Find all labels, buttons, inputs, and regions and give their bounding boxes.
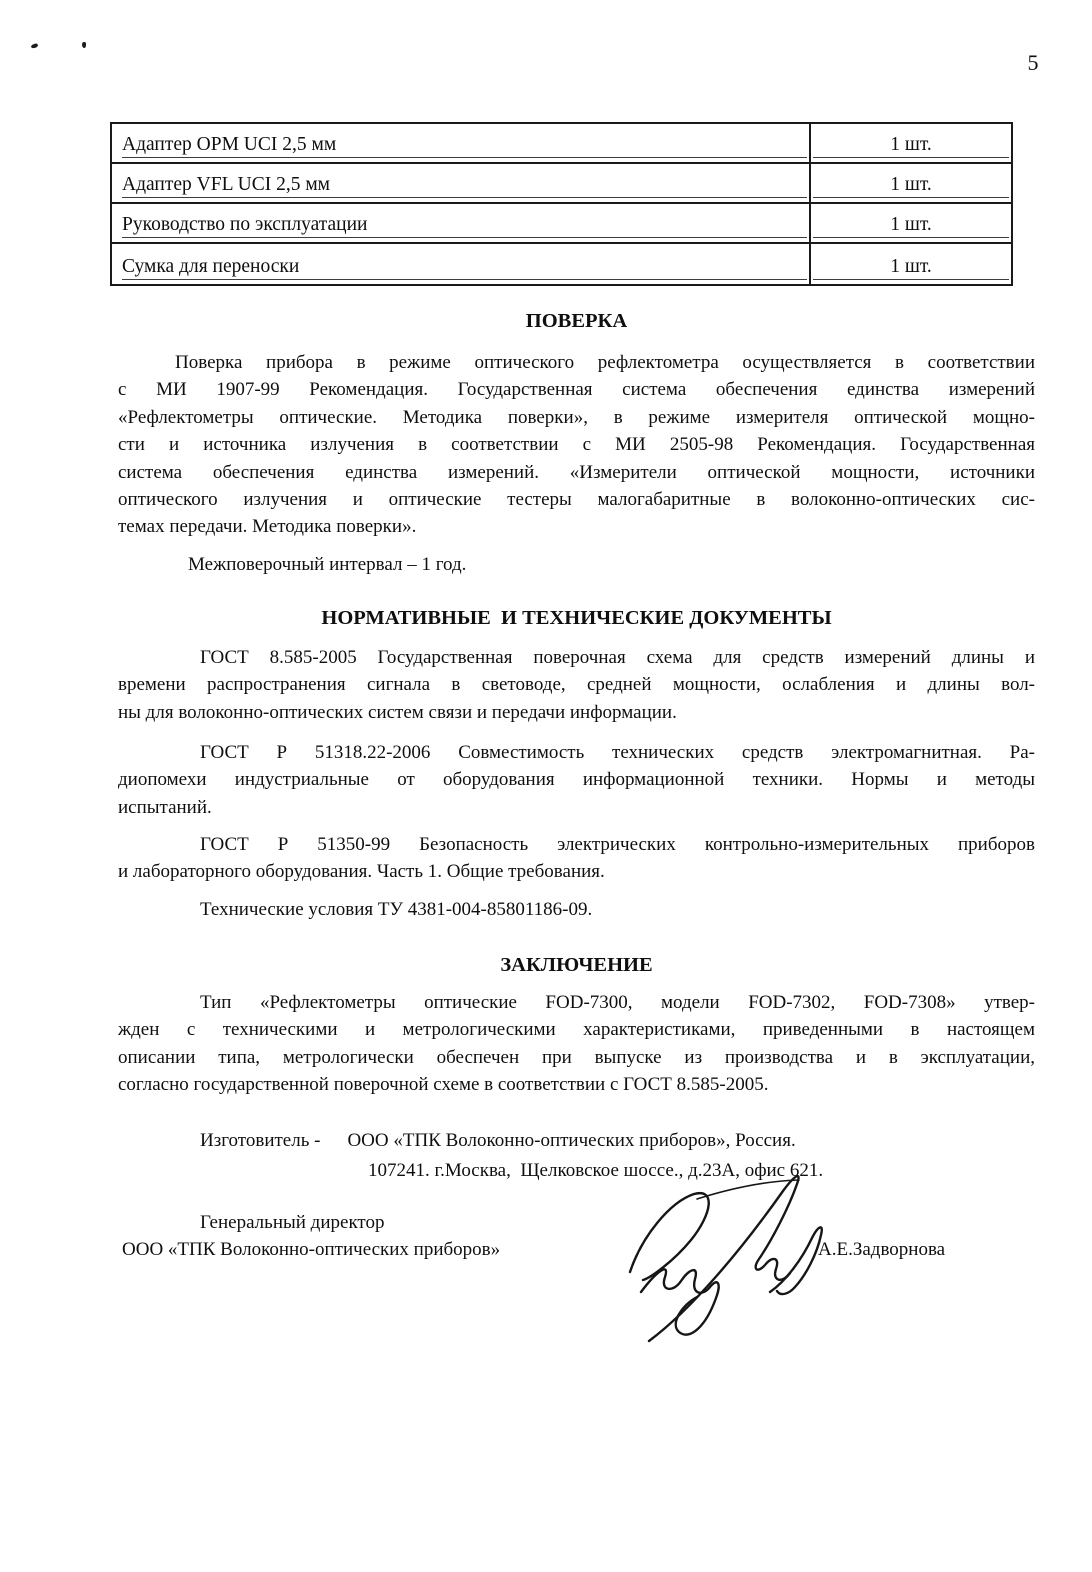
text-line: Поверка прибора в режиме оптического рефлектометра осуществляется в соответствии <box>175 352 1035 373</box>
verification-paragraph <box>118 349 1035 541</box>
text-line: согласно государственной поверочной схеме в соответствии с ГОСТ 8.585-2005. <box>118 1074 769 1096</box>
text-line: Тип «Рефлектометры оптические FOD-7300, модели FOD-7302, FOD-7308» утвер- <box>200 992 1035 1013</box>
table-row <box>112 164 1011 204</box>
conclusion-paragraph <box>118 989 1035 1099</box>
item-qty: 1 шт. <box>813 174 1009 198</box>
text-line: система обеспечения единства измерений. «Измерители оптической мощности, источники <box>118 461 1035 483</box>
manufacturer-address: 107241. г.Москва, Щелковское шоссе., д.23А, офис 621. <box>368 1160 824 1181</box>
table-row <box>112 204 1011 244</box>
item-name: Руководство по эксплуатации <box>122 214 807 238</box>
text-line: описании типа, метрологически обеспечен при выпуске из производства и в эксплуатации, <box>118 1046 1035 1068</box>
table-cell-qty <box>809 204 1011 242</box>
text-line: и лабораторного оборудования. Часть 1. Общие требования. <box>118 861 605 883</box>
text-line: жден с техническими и метрологическими характеристиками, приведенными в настоящем <box>118 1019 1035 1041</box>
item-qty: 1 шт. <box>813 214 1009 238</box>
table-cell-item <box>112 244 809 284</box>
director-organization: ООО «ТПК Волоконно-оптических приборов» <box>122 1239 501 1260</box>
text-line: с МИ 1907-99 Рекомендация. Государственная система обеспечения единства измерений <box>118 379 1035 401</box>
gost-8-585-paragraph <box>118 644 1035 726</box>
table-cell-item <box>112 164 809 202</box>
text-line: оптического излучения и оптические тестеры малогабаритные в волоконно-оптических сис- <box>118 489 1035 511</box>
ink-speck <box>31 43 39 49</box>
signature-icon <box>600 1150 840 1360</box>
text-line: диопомехи индустриальные от оборудования информационной техники. Нормы и методы <box>118 769 1035 791</box>
technical-conditions-note: Технические условия ТУ 4381-004-85801186-09. <box>200 899 593 920</box>
table-cell-qty <box>809 244 1011 284</box>
gost-r-51318-paragraph <box>118 739 1035 821</box>
item-name: Адаптер OPM UCI 2,5 мм <box>122 134 807 158</box>
table-cell-qty <box>809 124 1011 162</box>
text-line: темах передачи. Методика поверки». <box>118 516 417 538</box>
item-name: Сумка для переноски <box>122 256 807 280</box>
text-line: ГОСТ Р 51318.22-2006 Совместимость технических средств электромагнитная. Ра- <box>200 742 1035 763</box>
text-line: ны для волоконно-оптических систем связи и передачи информации. <box>118 701 677 723</box>
text-line: ГОСТ Р 51350-99 Безопасность электрических контрольно-измерительных приборов <box>200 834 1035 855</box>
text-line: времени распространения сигнала в световоде, средней мощности, ослабления и длины вол- <box>118 674 1035 696</box>
section-heading-conclusion: ЗАКЛЮЧЕНИЕ <box>500 954 653 976</box>
table-cell-qty <box>809 164 1011 202</box>
item-qty: 1 шт. <box>813 134 1009 158</box>
director-title: Генеральный директор <box>200 1212 385 1233</box>
page-number: 5 <box>1027 50 1039 75</box>
text-line: «Рефлектометры оптические. Методика поверки», в режиме измерителя оптической мощно- <box>118 406 1035 428</box>
text-line: сти и источника излучения в соответствии с МИ 2505-98 Рекомендация. Государственная <box>118 434 1035 456</box>
calibration-interval-note: Межповерочный интервал – 1 год. <box>188 554 467 575</box>
manufacturer-label: Изготовитель - <box>200 1130 321 1151</box>
item-qty: 1 шт. <box>813 256 1009 280</box>
text-line: испытаний. <box>118 796 212 818</box>
section-heading-verification: ПОВЕРКА <box>525 310 628 332</box>
ink-speck <box>82 42 86 48</box>
director-name: А.Е.Задворнова <box>818 1239 946 1260</box>
section-heading-normative-docs: НОРМАТИВНЫЕ И ТЕХНИЧЕСКИЕ ДОКУМЕНТЫ <box>321 607 832 629</box>
text-line: ГОСТ 8.585-2005 Государственная поверочная схема для средств измерений длины и <box>200 647 1035 668</box>
manufacturer-name: ООО «ТПК Волоконно-оптических приборов», Россия. <box>347 1130 796 1151</box>
accessories-table <box>110 122 1013 286</box>
table-cell-item <box>112 204 809 242</box>
gost-r-51350-paragraph <box>118 831 1035 886</box>
table-row <box>112 124 1011 164</box>
table-row <box>112 244 1011 284</box>
item-name: Адаптер VFL UCI 2,5 мм <box>122 174 807 198</box>
table-cell-item <box>112 124 809 162</box>
